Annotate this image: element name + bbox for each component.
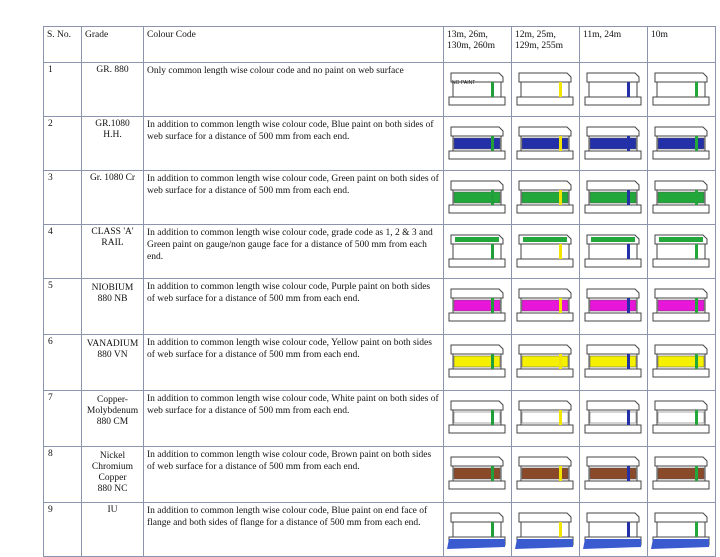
cell-sno: 1 xyxy=(44,63,82,117)
cell-rail-diagram xyxy=(444,279,512,335)
rail-profile-icon xyxy=(447,69,507,111)
grade-line: CLASS 'A' RAIL xyxy=(91,227,134,248)
cell-colour-code-description: In addition to common length wise colour code, Blue paint on both sides of web surface for a distance of 500 mm from each end. xyxy=(144,117,444,171)
header-colour-code: Colour Code xyxy=(144,27,444,63)
cell-rail-diagram xyxy=(648,225,716,279)
cell-grade xyxy=(82,279,144,335)
rail-profile-icon xyxy=(447,453,507,495)
cell-sno: 5 xyxy=(44,279,82,335)
cell-rail-diagram xyxy=(512,63,580,117)
table-row xyxy=(44,503,716,557)
cell-rail-diagram xyxy=(648,117,716,171)
cell-rail-diagram xyxy=(444,117,512,171)
rail-profile-icon xyxy=(651,509,711,551)
table-row xyxy=(44,279,716,335)
rail-profile-icon xyxy=(583,453,643,495)
cell-colour-code-description: In addition to common length wise colour code, Brown paint on both sides of web surface for a distance of 500 mm from each end. xyxy=(144,447,444,503)
cell-rail-diagram xyxy=(648,391,716,447)
cell-grade xyxy=(82,447,144,503)
cell-rail-diagram xyxy=(444,335,512,391)
rail-profile-icon xyxy=(447,397,507,439)
rail-profile-icon xyxy=(447,509,507,551)
cell-sno: 3 xyxy=(44,171,82,225)
cell-rail-diagram xyxy=(512,503,580,557)
rail-profile-icon xyxy=(651,69,711,111)
rail-profile-icon xyxy=(651,453,711,495)
header-sno: S. No. xyxy=(44,27,82,63)
header-grade: Grade xyxy=(82,27,144,63)
rail-profile-icon xyxy=(447,231,507,273)
table-row xyxy=(44,447,716,503)
grade-line: Nickel Chromium xyxy=(91,451,134,472)
rail-profile-icon xyxy=(447,123,507,165)
cell-rail-diagram xyxy=(580,503,648,557)
cell-rail-diagram xyxy=(512,117,580,171)
rail-profile-icon xyxy=(447,285,507,327)
rail-profile-icon xyxy=(447,177,507,219)
cell-rail-diagram xyxy=(580,391,648,447)
rail-profile-icon xyxy=(651,397,711,439)
cell-rail-diagram xyxy=(444,503,512,557)
rail-profile-icon xyxy=(583,123,643,165)
cell-colour-code-description: In addition to common length wise colour code, Green paint on both sides of web surface for a distance of 500 mm from each end. xyxy=(144,171,444,225)
cell-rail-diagram xyxy=(444,63,512,117)
grade-line: Gr. 1080 Cr xyxy=(89,173,136,183)
grade-line: IU xyxy=(107,505,118,515)
grade-line: Copper- xyxy=(97,395,128,405)
rail-profile-icon xyxy=(515,285,575,327)
header-length-11m: 11m, 24m xyxy=(580,27,648,63)
cell-grade xyxy=(82,503,144,557)
grade-line: 880 NC xyxy=(97,484,128,494)
cell-colour-code-description: In addition to common length wise colour code, Yellow paint on both sides of web surface for a distance of 500 mm from each end. xyxy=(144,335,444,391)
rail-colour-code-table xyxy=(43,26,716,557)
cell-rail-diagram xyxy=(444,225,512,279)
cell-sno: 9 xyxy=(44,503,82,557)
cell-rail-diagram xyxy=(580,225,648,279)
cell-grade xyxy=(82,63,144,117)
cell-grade xyxy=(82,335,144,391)
rail-profile-icon xyxy=(447,341,507,383)
rail-profile-icon xyxy=(515,341,575,383)
table-row xyxy=(44,63,716,117)
cell-sno: 6 xyxy=(44,335,82,391)
rail-profile-icon xyxy=(515,397,575,439)
cell-rail-diagram xyxy=(580,335,648,391)
rail-profile-icon xyxy=(651,177,711,219)
rail-profile-icon xyxy=(515,69,575,111)
cell-grade xyxy=(82,171,144,225)
header-length-12m: 12m, 25m, 129m, 255m xyxy=(512,27,580,63)
cell-colour-code-description: In addition to common length wise colour code, Purple paint on both sides of web surface for a distance of 500 mm from each end. xyxy=(144,279,444,335)
rail-profile-icon xyxy=(515,177,575,219)
cell-rail-diagram xyxy=(580,63,648,117)
rail-profile-icon xyxy=(583,397,643,439)
rail-profile-icon xyxy=(583,509,643,551)
cell-sno: 7 xyxy=(44,391,82,447)
cell-sno: 4 xyxy=(44,225,82,279)
cell-rail-diagram xyxy=(580,279,648,335)
table-row xyxy=(44,335,716,391)
cell-colour-code-description: In addition to common length wise colour code, grade code as 1, 2 & 3 and Green paint on gauge/non gauge face for a distance of 500 mm from each end. xyxy=(144,225,444,279)
cell-rail-diagram xyxy=(512,391,580,447)
rail-profile-icon xyxy=(515,453,575,495)
rail-profile-icon xyxy=(583,177,643,219)
cell-rail-diagram xyxy=(444,391,512,447)
cell-rail-diagram xyxy=(512,171,580,225)
cell-rail-diagram xyxy=(648,63,716,117)
grade-line: 880 VN xyxy=(97,350,128,360)
cell-sno: 8 xyxy=(44,447,82,503)
cell-rail-diagram xyxy=(648,171,716,225)
table-row xyxy=(44,391,716,447)
table-row xyxy=(44,117,716,171)
cell-rail-diagram xyxy=(580,171,648,225)
grade-line: Molybdenum xyxy=(86,406,139,416)
grade-line: GR.1080 H.H. xyxy=(95,119,130,140)
cell-colour-code-description: Only common length wise colour code and no paint on web surface xyxy=(144,63,444,117)
rail-profile-icon xyxy=(651,231,711,273)
cell-colour-code-description: In addition to common length wise colour code, Blue paint on end face of flange and both sides of flange for a distance of 500 mm from each end. xyxy=(144,503,444,557)
cell-rail-diagram xyxy=(648,447,716,503)
cell-rail-diagram xyxy=(444,447,512,503)
cell-rail-diagram xyxy=(648,335,716,391)
no-paint-label: NO PAINT xyxy=(452,80,476,86)
cell-rail-diagram xyxy=(648,503,716,557)
grade-line: 880 CM xyxy=(96,417,129,427)
table-row xyxy=(44,171,716,225)
rail-profile-icon xyxy=(651,341,711,383)
grade-line: 880 NB xyxy=(97,294,128,304)
cell-rail-diagram xyxy=(648,279,716,335)
grade-line: Copper xyxy=(98,473,127,483)
header-length-10m: 10m xyxy=(648,27,716,63)
cell-rail-diagram xyxy=(512,279,580,335)
rail-profile-icon xyxy=(515,231,575,273)
cell-rail-diagram xyxy=(512,447,580,503)
cell-grade xyxy=(82,391,144,447)
rail-profile-icon xyxy=(515,123,575,165)
cell-rail-diagram xyxy=(512,225,580,279)
grade-line: GR. 880 xyxy=(96,65,129,75)
cell-colour-code-description: In addition to common length wise colour code, White paint on both sides of web surface for a distance of 500 mm from each end. xyxy=(144,391,444,447)
grade-line: NIOBIUM xyxy=(91,283,134,293)
cell-rail-diagram xyxy=(580,447,648,503)
cell-rail-diagram xyxy=(444,171,512,225)
rail-profile-icon xyxy=(651,285,711,327)
cell-rail-diagram xyxy=(512,335,580,391)
cell-sno: 2 xyxy=(44,117,82,171)
rail-profile-icon xyxy=(583,285,643,327)
cell-rail-diagram xyxy=(580,117,648,171)
table-row xyxy=(44,225,716,279)
rail-profile-icon xyxy=(583,231,643,273)
cell-grade xyxy=(82,117,144,171)
header-row xyxy=(44,27,716,63)
cell-grade xyxy=(82,225,144,279)
rail-profile-icon xyxy=(583,341,643,383)
header-length-13m: 13m, 26m, 130m, 260m xyxy=(444,27,512,63)
rail-profile-icon xyxy=(651,123,711,165)
rail-profile-icon xyxy=(583,69,643,111)
rail-profile-icon xyxy=(515,509,575,551)
grade-line: VANADIUM xyxy=(86,339,139,349)
